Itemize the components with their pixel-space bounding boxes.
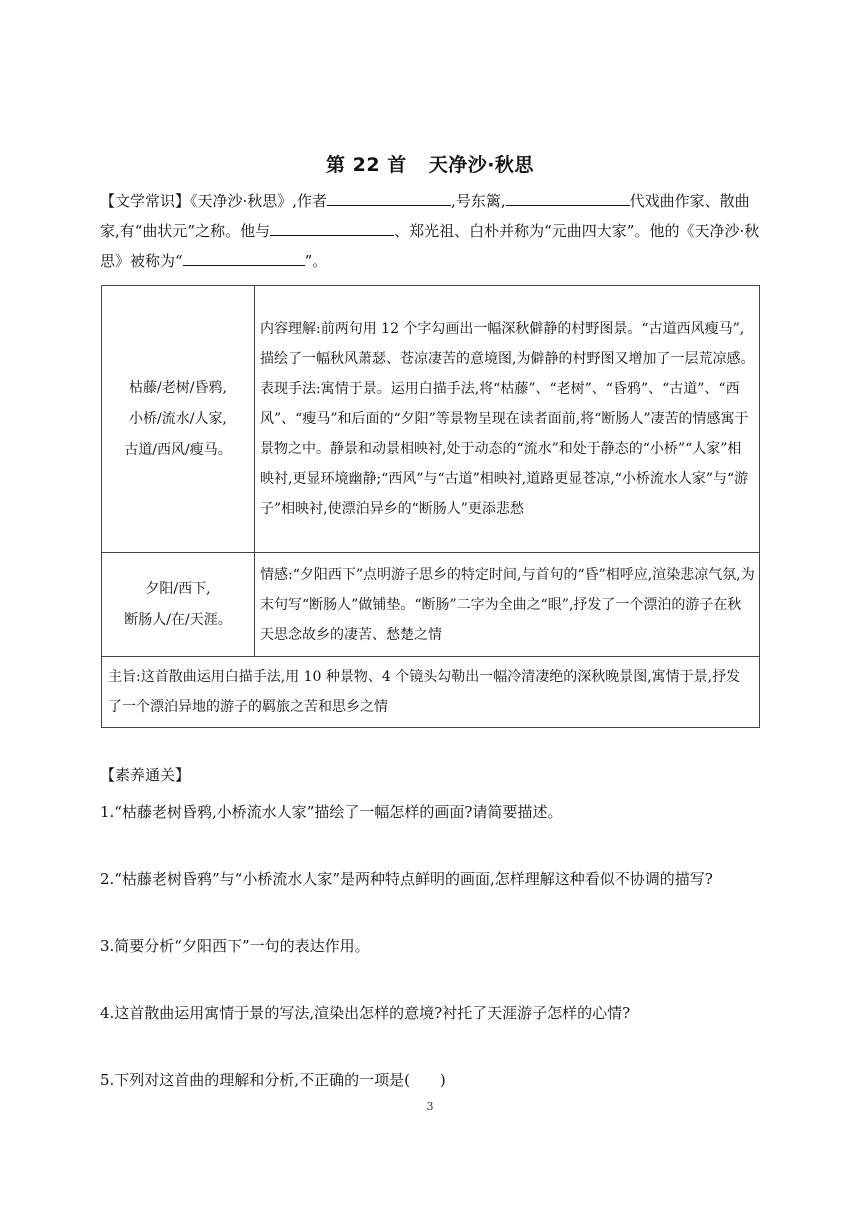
section-heading: 【素养通关】 [100, 766, 191, 784]
question-2: 2.“枯藤老树昏鸦”与“小桥流水人家”是两种特点鲜明的画面,怎样理解这种看似不协调的描写? [100, 870, 713, 888]
theme-cell: 主旨:这首散曲运用白描手法,用 10 种景物、4 个镜头勾勒出一幅冷清凄绝的深秋晚景图,寓情于景,抒发了一个漂泊异地的游子的羁旅之苦和思乡之情 [102, 657, 760, 728]
question-1: 1.“枯藤老树昏鸦,小桥流水人家”描绘了一幅怎样的画面?请简要描述。 [100, 803, 563, 821]
answer-blank-peer[interactable] [270, 217, 394, 236]
question-5: 5.下列对这首曲的理解和分析,不正确的一项是( ) [100, 1071, 446, 1089]
question-4: 4.这首散曲运用寓情于景的写法,渲染出怎样的意境?衬托了天涯游子怎样的心情? [100, 1004, 631, 1022]
content-understanding: 内容理解:前两句用 12 个字勾画出一幅深秋僻静的村野图景。“古道西风瘦马”,描绘了一幅秋风萧瑟、苍凉凄苦的意境图,为僻静的村野图又增加了一层荒凉感。 [260, 321, 755, 367]
intro-text-2: ,号东篱, [451, 192, 506, 210]
expression-technique: 表现手法:寓情于景。运用白描手法,将“枯藤”、“老树”、“昏鸦”、“古道”、“西风”、“瘦马”和后面的“夕阳”等景物呈现在读者面前,将“断肠人”凄苦的情感寓于景物之中。静景和动景相映衬,处于动态的“流水”和处于静态的“小桥”“人家”相映衬,更显环境幽静;“西风”与“古道”相映衬,道路更显苍凉,“小桥流水人家”与“游子”相映衬,使漂泊异乡的“断肠人”更添悲愁 [260, 381, 749, 517]
table-row [102, 286, 760, 553]
title-poem: 天净沙·秋思 [428, 154, 534, 176]
poem-line: 枯藤/老树/昏鸦, [129, 380, 227, 396]
answer-blank-author[interactable] [327, 187, 451, 206]
question-3: 3.简要分析“夕阳西下”一句的表达作用。 [100, 937, 370, 955]
intro-text-1: 【文学常识】《天净沙·秋思》,作者 [100, 192, 328, 210]
table-row [102, 657, 760, 728]
analysis-cell [255, 286, 760, 553]
table-row [102, 553, 760, 657]
answer-blank-dynasty[interactable] [506, 187, 630, 206]
poem-lines-cell [102, 553, 255, 657]
poem-line: 夕阳/西下, [145, 581, 211, 597]
literary-knowledge-paragraph [100, 186, 762, 276]
answer-blank-title[interactable] [183, 247, 305, 266]
poem-line: 小桥/流水/人家, [129, 411, 227, 427]
analysis-table [101, 285, 760, 728]
intro-text-5: ”。 [304, 252, 328, 270]
page-title [0, 150, 860, 177]
poem-lines-cell [102, 286, 255, 553]
page-number: 3 [426, 1100, 434, 1113]
intro-text-3: 代戏曲作家、散曲家,有“曲状元”之称。他与 [100, 192, 750, 240]
intro-text-4: 、郑光祖、白朴并称为“元曲四大家”。他的《天净沙·秋思》被称为“ [100, 222, 760, 270]
emotion-cell: 情感:“夕阳西下”点明游子思乡的特定时间,与首句的“昏”相呼应,渲染悲凉气氛,为末句写“断肠人”做铺垫。“断肠”二字为全曲之“眼”,抒发了一个漂泊的游子在秋天思念故乡的凄苦、愁楚之情 [255, 553, 760, 657]
poem-line: 断肠人/在/天涯。 [124, 612, 232, 628]
poem-line: 古道/西风/瘦马。 [124, 442, 232, 458]
title-number: 第 22 首 [326, 154, 407, 176]
